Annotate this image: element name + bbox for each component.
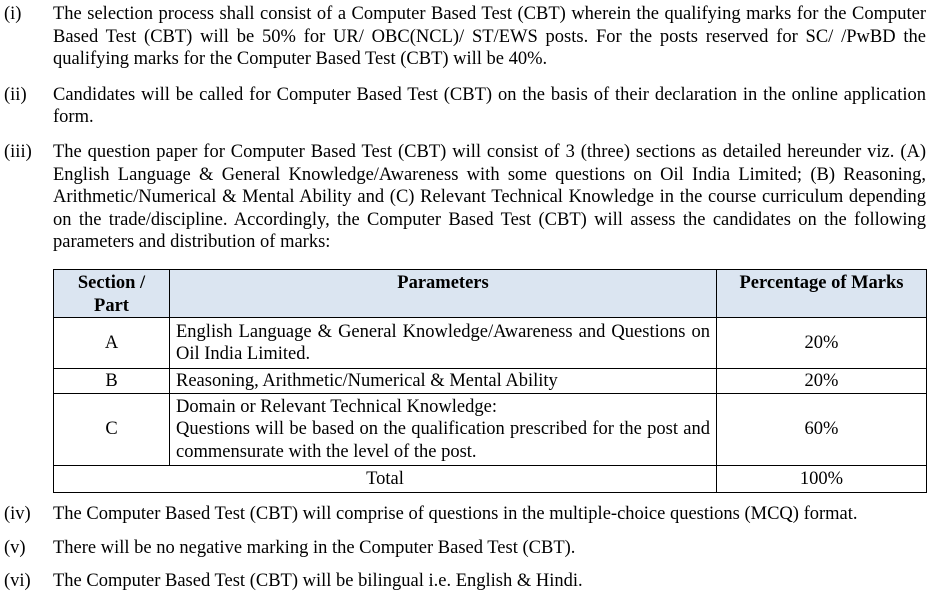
item-number: (iv) [4, 504, 31, 525]
item-number: (iii) [4, 141, 32, 162]
parameters-line: English Language & General Knowledge/Awareness and Questions on Oil India Limited. [176, 321, 710, 365]
item-text: The Computer Based Test (CBT) will comprise of questions in the multiple-choice questions (MCQ) format. [53, 504, 858, 525]
item-text: There will be no negative marking in the Computer Based Test (CBT). [53, 537, 576, 558]
section-cell: B [54, 369, 170, 394]
total-label: Total [54, 466, 717, 493]
list-item-ii [0, 84, 926, 129]
percentage-cell: 20% [717, 318, 927, 369]
list-item-v [0, 537, 926, 560]
parameters-cell [170, 318, 717, 369]
item-number: (ii) [4, 84, 27, 105]
percentage-cell: 20% [717, 369, 927, 394]
total-percentage: 100% [717, 466, 927, 493]
parameters-line: Questions will be based on the qualification prescribed for the post and commensurate with the level of the post. [176, 419, 710, 462]
table-row [54, 394, 927, 466]
header-section: Section / Part [54, 269, 170, 317]
section-cell: C [54, 394, 170, 466]
header-parameters: Parameters [170, 269, 717, 317]
parameters-cell [170, 369, 717, 394]
list-item-i [0, 3, 926, 71]
list-item-iv [0, 503, 926, 526]
marks-distribution-table [53, 269, 927, 493]
section-cell: A [54, 318, 170, 369]
parameters-cell [170, 394, 717, 466]
list-item-vi [0, 570, 926, 593]
parameters-line: Reasoning, Arithmetic/Numerical & Mental Ability [176, 370, 558, 391]
list-item-iii [0, 141, 926, 254]
item-number: (vi) [4, 571, 31, 592]
item-text: Candidates will be called for Computer Based Test (CBT) on the basis of their declaration in the online application form. [53, 84, 926, 128]
parameters-line: Domain or Relevant Technical Knowledge: [176, 396, 497, 417]
item-text: The question paper for Computer Based Test (CBT) will consist of 3 (three) sections as detailed hereunder viz. (A) English Language & General Knowledge/Awareness with some questions on Oil India Limited; (B) Reasoning, Arithmetic/Numerical & Mental Ability and (C) Relevant Technical Knowledge in the course curriculum depending on the trade/discipline. Accordingly, the Computer Based Test (CBT) will assess the candidates on the following parameters and distribution of marks: [53, 141, 926, 253]
percentage-cell: 60% [717, 394, 927, 466]
document-body [0, 3, 935, 593]
table-row [54, 369, 927, 394]
item-text: The Computer Based Test (CBT) will be bilingual i.e. English & Hindi. [53, 571, 583, 592]
item-text: The selection process shall consist of a Computer Based Test (CBT) wherein the qualifying marks for the Computer Based Test (CBT) will be 50% for UR/ OBC(NCL)/ ST/EWS posts. For the posts reserved for SC/ /PwBD the qualifying marks for the Computer Based Test (CBT) will be 40%. [53, 4, 926, 70]
table-row [54, 318, 927, 369]
header-percentage: Percentage of Marks [717, 269, 927, 317]
item-number: (v) [4, 537, 26, 558]
table-total-row [54, 466, 927, 493]
item-number: (i) [4, 4, 22, 24]
table-header-row [54, 269, 927, 317]
